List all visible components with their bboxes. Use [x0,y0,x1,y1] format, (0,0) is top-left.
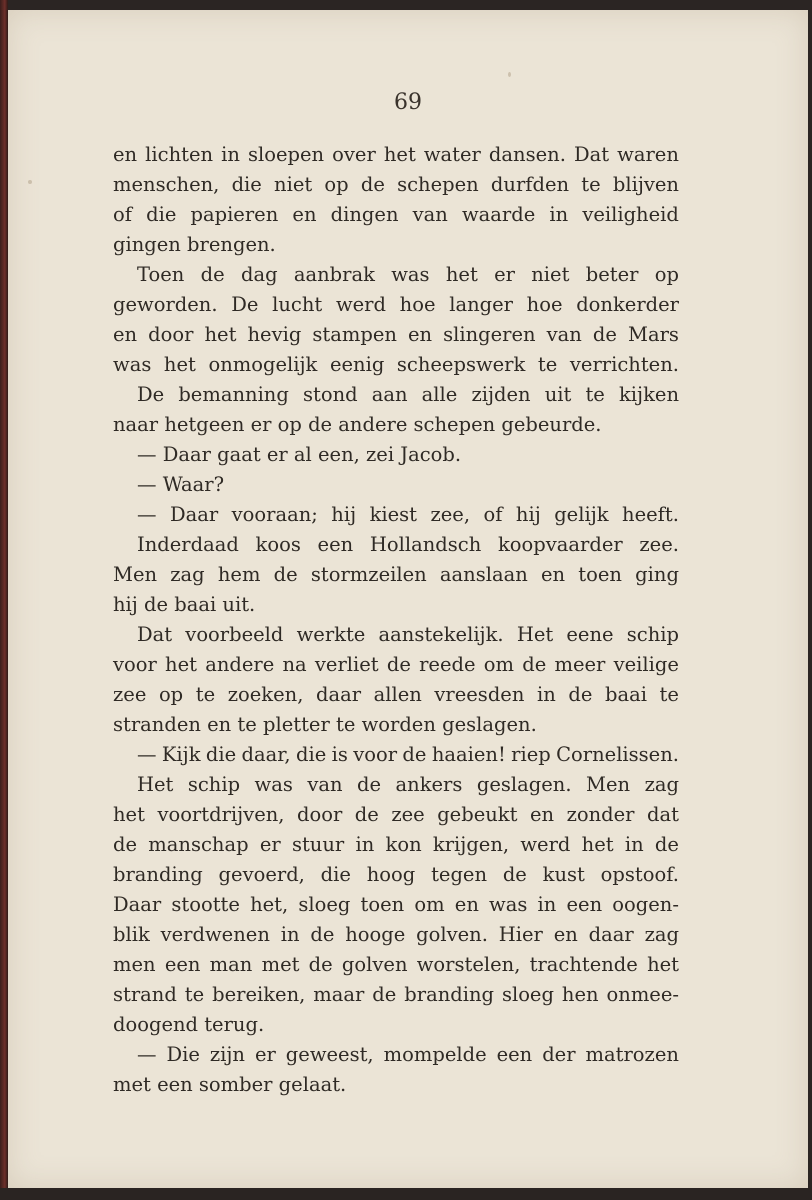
text-line: het voortdrijven, door de zee gebeukt en zonder dat [113,803,679,826]
text-line: — Waar? [137,473,225,496]
text-line: Dat voorbeeld werkte aanstekelijk. Het eene schip [137,623,679,646]
paper-spot [508,72,511,77]
text-line: Men zag hem de stormzeilen aanslaan en toen ging [113,563,679,586]
text-line: — Daar vooraan; hij kiest zee, of hij gelijk heeft. [137,503,679,526]
text-line: — Kijk die daar, die is voor de haaien! riep Cornelissen. [137,743,679,766]
text-line: Het schip was van de ankers geslagen. Men zag [137,773,679,796]
text-line: men een man met de golven worstelen, trachtende het [113,953,679,976]
paper-spot [28,180,32,184]
text-line: met een somber gelaat. [113,1073,347,1096]
text-line: of die papieren en dingen van waarde in veiligheid [113,203,679,226]
text-line: menschen, die niet op de schepen durfden te blijven [113,173,679,196]
text-line: Inderdaad koos een Hollandsch koopvaarder zee. [137,533,679,556]
text-line: De bemanning stond aan alle zijden uit te kijken [137,383,679,406]
text-line: zee op te zoeken, daar allen vreesden in de baai te [113,683,679,706]
text-line: blik verdwenen in de hooge golven. Hier en daar zag [113,923,679,946]
scan-bottom-edge [0,1188,812,1200]
page-number: 69 [394,90,422,115]
text-line: en lichten in sloepen over het water dansen. Dat waren [113,143,679,166]
book-spine-edge [0,0,8,1200]
text-line: was het onmogelijk eenig scheepswerk te verrichten. [113,353,679,376]
text-line: doogend terug. [113,1013,265,1036]
text-line: hij de baai uit. [113,593,256,616]
book-page [8,10,808,1188]
body-text [113,140,679,1100]
text-line: voor het andere na verliet de reede om de meer veilige [113,653,679,676]
text-line: — Daar gaat er al een, zei Jacob. [137,443,462,466]
text-line: — Die zijn er geweest, mompelde een der matrozen [137,1043,679,1066]
text-line: naar hetgeen er op de andere schepen gebeurde. [113,413,602,436]
text-line: gingen brengen. [113,233,276,256]
text-line: geworden. De lucht werd hoe langer hoe donkerder [113,293,679,316]
text-line: de manschap er stuur in kon krijgen, werd het in de [113,833,679,856]
text-line: en door het hevig stampen en slingeren van de Mars [113,323,679,346]
text-line: Daar stootte het, sloeg toen om en was in een oogen- [113,893,679,916]
text-line: branding gevoerd, die hoog tegen de kust opstoof. [113,863,679,886]
text-line: Toen de dag aanbrak was het er niet beter op [137,263,679,286]
text-line: stranden en te pletter te worden geslagen. [113,713,537,736]
text-line: strand te bereiken, maar de branding sloeg hen onmee- [113,983,679,1006]
